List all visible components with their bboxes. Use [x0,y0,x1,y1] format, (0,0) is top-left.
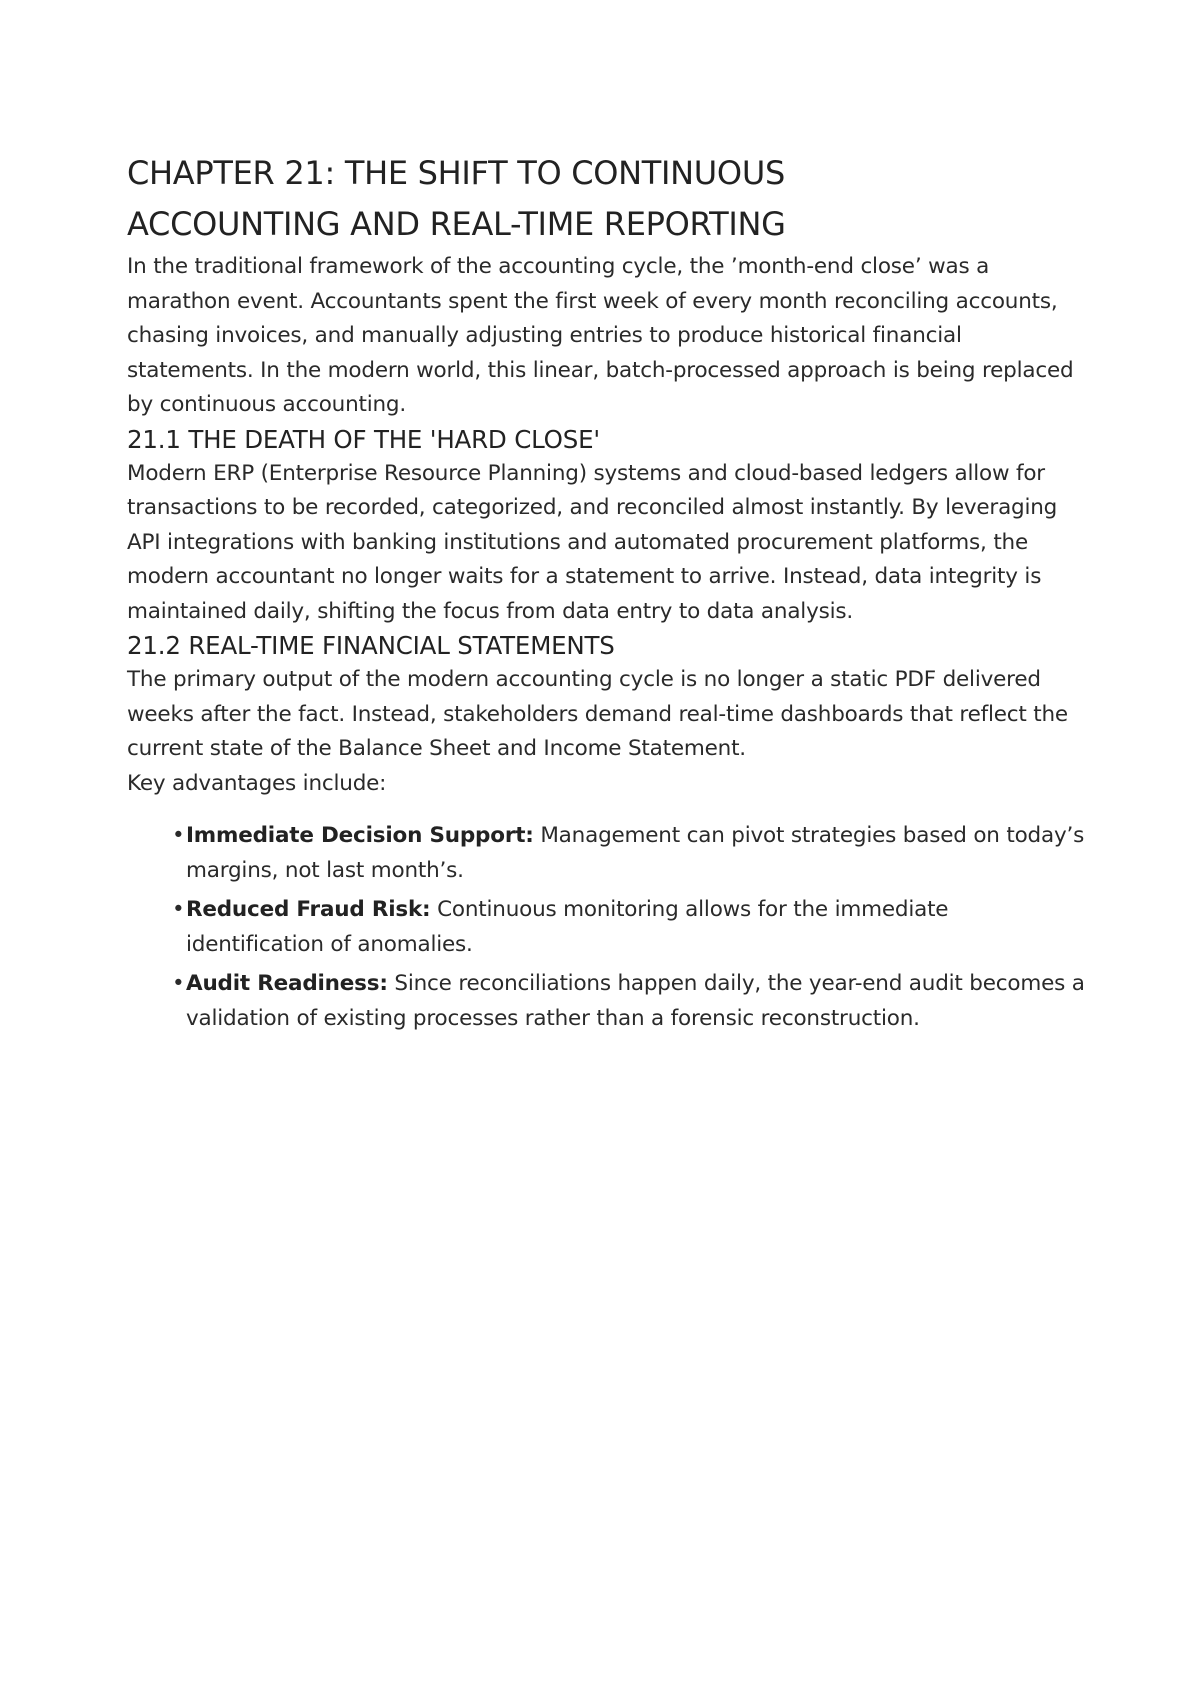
chapter-title-line-1: CHAPTER 21: THE SHIFT TO CONTINUOUS [127,154,785,192]
advantage-label: Audit Readiness: [186,971,388,996]
list-item [172,819,1087,888]
list-item [172,893,1087,962]
section-21-2-paragraph-text: The primary output of the modern accounting cycle is no longer a static PDF delivered weeks after the fact. Instead, stakeholders demand real-time dashboards that reflect the current state of the Balance Sheet and Income Statement. [127,667,1068,761]
key-advantages-intro: Key advantages include: [127,770,387,796]
chapter-title-line-2: ACCOUNTING AND REAL-TIME REPORTING [127,205,786,243]
chapter-title [127,148,1087,250]
page-content [127,148,1087,1041]
advantage-label: Reduced Fraud Risk: [186,897,431,922]
advantage-text: Continuous monitoring allows for the immediate identification of anomalies. [186,897,949,957]
chapter-intro-paragraph: In the traditional framework of the accounting cycle, the ’month-end close’ was a marathon event. Accountants spent the first week of every month reconciling accounts, chasing invoices, and manually adjusting entries to produce historical financial statements. In the modern world, this linear, batch-processed approach is being replaced by continuous accounting. [127,254,1074,417]
section-21-2-paragraph [127,663,1087,801]
advantages-list [127,819,1087,1036]
list-item [172,967,1087,1036]
advantage-label: Immediate Decision Support: [186,823,534,848]
section-21-1-paragraph: Modern ERP (Enterprise Resource Planning) systems and cloud-based ledgers allow for transactions to be recorded, categorized, and reconciled almost instantly. By leveraging API integrations with banking institutions and automated procurement platforms, the modern accountant no longer waits for a statement to arrive. Instead, data integrity is maintained daily, shifting the focus from data entry to data analysis. [127,460,1058,624]
bullet-icon: • [172,823,185,848]
section-21-1-title: 21.1 THE DEATH OF THE 'HARD CLOSE' [127,424,600,454]
advantage-text: Since reconciliations happen daily, the year-end audit becomes a validation of existing processes rather than a forensic reconstruction. [186,971,1085,1031]
bullet-icon: • [172,971,185,996]
section-21-2-title: 21.2 REAL-TIME FINANCIAL STATEMENTS [127,631,615,660]
advantage-text: Management can pivot strategies based on today’s margins, not last month’s. [186,823,1085,883]
bullet-icon: • [172,897,185,922]
